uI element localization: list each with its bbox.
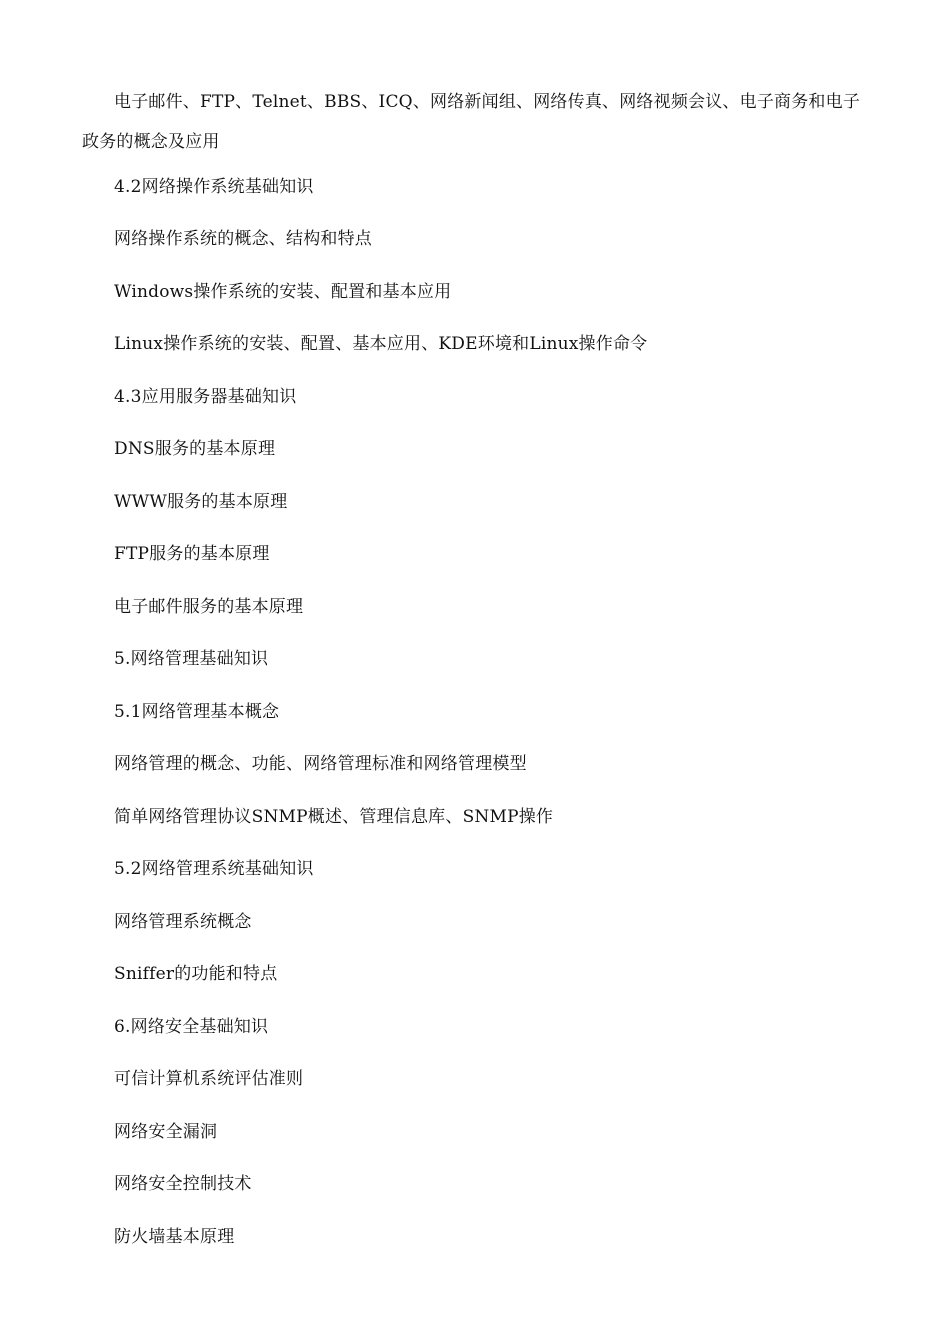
list-item: 简单网络管理协议SNMP概述、管理信息库、SNMP操作 [114,807,554,827]
section-heading-5: 5.网络管理基础知识 [114,649,269,669]
list-item: Sniffer的功能和特点 [114,964,278,984]
list-item: 网络安全控制技术 [114,1174,252,1194]
section-heading-4-2: 4.2网络操作系统基础知识 [114,177,314,197]
list-item: 网络管理系统概念 [114,912,252,932]
list-item: DNS服务的基本原理 [114,439,276,459]
list-item: 可信计算机系统评估准则 [114,1069,304,1089]
section-heading-4-3: 4.3应用服务器基础知识 [114,387,297,407]
section-heading-5-1: 5.1网络管理基本概念 [114,702,280,722]
section-heading-6: 6.网络安全基础知识 [114,1017,269,1037]
list-item: WWW服务的基本原理 [114,492,288,512]
section-heading-5-2: 5.2网络管理系统基础知识 [114,859,314,879]
list-item: 网络管理的概念、功能、网络管理标准和网络管理模型 [114,754,527,774]
list-item: 网络安全漏洞 [114,1122,218,1142]
list-item: Linux操作系统的安装、配置、基本应用、KDE环境和Linux操作命令 [114,334,648,354]
list-item: 电子邮件服务的基本原理 [114,597,304,617]
list-item: FTP服务的基本原理 [114,544,270,564]
paragraph-email-ftp-applications: 电子邮件、FTP、Telnet、BBS、ICQ、网络新闻组、网络传真、网络视频会议、电子商务和电子政务的概念及应用 [82,92,861,152]
list-item: Windows操作系统的安装、配置和基本应用 [114,282,452,302]
list-item: 网络操作系统的概念、结构和特点 [114,229,372,249]
list-item: 防火墙基本原理 [114,1227,235,1247]
